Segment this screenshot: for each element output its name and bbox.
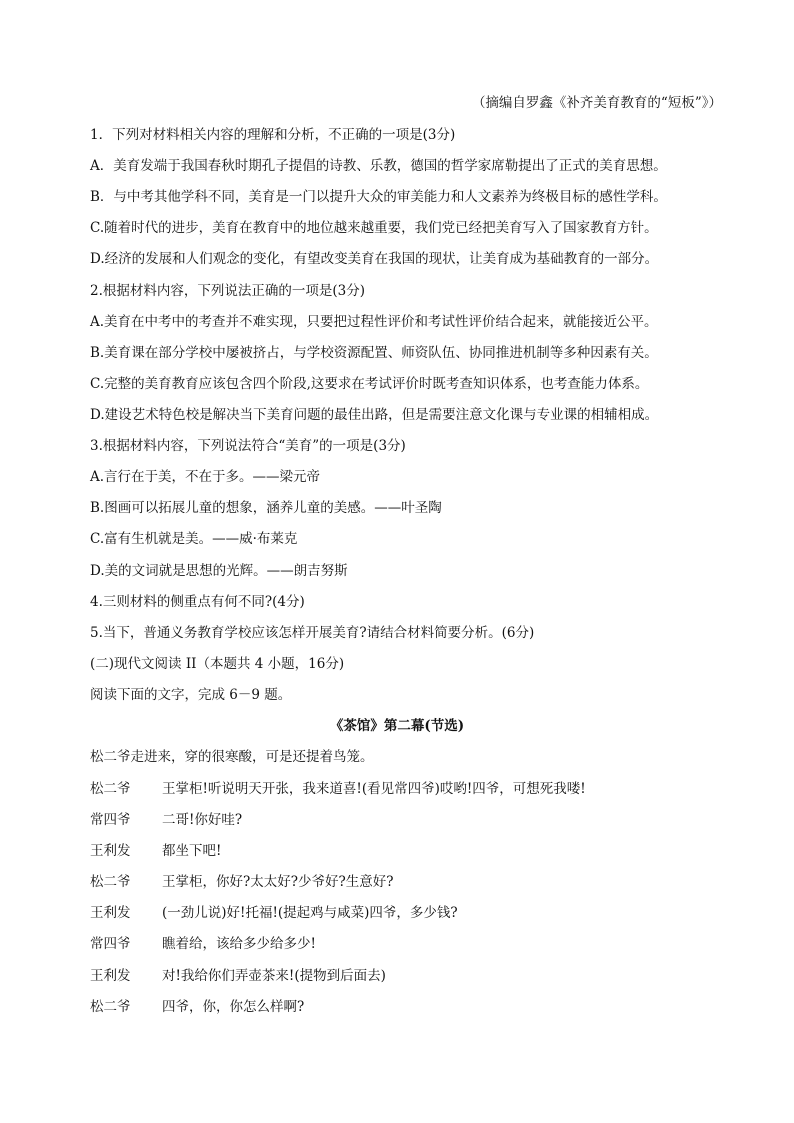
dialogue-speaker: 王利发 <box>90 843 131 859</box>
dialogue-line <box>90 811 734 829</box>
dialogue-speaker: 常四爷 <box>90 936 131 952</box>
question-1-stem: 1．下列对材料相关内容的理解和分析，不正确的一项是(3分) <box>90 127 456 143</box>
dialogue-text: 王掌柜!听说明天开张，我来道喜!(看见常四爷)哎哟!四爷，可想死我喽! <box>162 781 586 797</box>
section-heading: (二)现代文阅读 II（本题共 4 小题，16分) <box>90 656 345 672</box>
reading-instruction: 阅读下面的文字，完成 6－9 题。 <box>90 687 292 703</box>
dialogue-speaker: 常四爷 <box>90 812 131 828</box>
question-4: 4.三则材料的侧重点有何不同?(4分) <box>90 594 305 610</box>
question-2-option-d: D.建设艺术特色校是解决当下美育问题的最佳出路，但是需要注意文化课与专业课的相辅相成。 <box>90 407 659 423</box>
dialogue-text: 四爷，你，你怎么样啊? <box>162 999 305 1015</box>
dialogue-speaker: 松二爷 <box>90 781 131 797</box>
dialogue-text: 二哥!你好哇? <box>162 812 243 828</box>
question-1-option-d: D.经济的发展和人们观念的变化，有望改变美育在我国的现状，让美育成为基础教育的一部分。 <box>90 251 659 267</box>
dialogue-speaker: 松二爷 <box>90 874 131 890</box>
question-1-option-a: A．美育发端于我国春秋时期孔子提倡的诗教、乐教，德国的哲学家席勒提出了正式的美育思想。 <box>90 158 667 174</box>
stage-direction: 松二爷走进来，穿的很寒酸，可是还提着鸟笼。 <box>90 749 374 765</box>
dialogue-speaker: 王利发 <box>90 905 131 921</box>
dialogue-text: 都坐下吧! <box>162 843 222 859</box>
question-3-option-b: B.图画可以拓展儿童的想象，涵养儿童的美感。——叶圣陶 <box>90 500 442 516</box>
question-2-option-c: C.完整的美育教育应该包含四个阶段,这要求在考试评价时既考查知识体系，也考查能力体系。 <box>90 376 649 392</box>
source-note: （摘编自罗鑫《补齐美育教育的“短板”》） <box>471 95 722 111</box>
question-2-stem: 2.根据材料内容，下列说法正确的一项是(3分) <box>90 283 366 299</box>
dialogue-text: (一劲儿说)好!托福!(提起鸡与咸菜)四爷，多少钱? <box>162 905 458 921</box>
question-5: 5.当下，普通义务教育学校应该怎样开展美育?请结合材料简要分析。(6分) <box>90 625 535 641</box>
question-2-option-b: B.美育课在部分学校中屡被挤占，与学校资源配置、师资队伍、协同推进机制等多种因素有关。 <box>90 345 658 361</box>
dialogue-text: 对!我给你们弄壶茶来!(提物到后面去) <box>162 968 386 984</box>
question-3-option-c: C.富有生机就是美。——威·布莱克 <box>90 531 298 547</box>
dialogue-text: 瞧着给，该给多少给多少! <box>162 936 316 952</box>
dialogue-line <box>90 780 734 798</box>
question-1-option-b: B．与中考其他学科不同，美育是一门以提升大众的审美能力和人文素养为终极目标的感性学科。 <box>90 189 667 205</box>
question-3-stem: 3.根据材料内容，下列说法符合“美育”的一项是(3分) <box>90 438 406 454</box>
question-3-option-a: A.言行在于美，不在于多。——梁元帝 <box>90 469 321 485</box>
dialogue-speaker: 松二爷 <box>90 999 131 1015</box>
dialogue-line <box>90 998 734 1016</box>
dialogue-line <box>90 967 734 985</box>
question-2-option-a: A.美育在中考中的考查并不难实现，只要把过程性评价和考试性评价结合起来，就能接近公平。 <box>90 314 658 330</box>
dialogue-line <box>90 873 734 891</box>
question-3-option-d: D.美的文词就是思想的光辉。——朗吉努斯 <box>90 563 348 579</box>
dialogue-line <box>90 842 734 860</box>
dialogue-line <box>90 935 734 953</box>
dialogue-text: 王掌柜，你好?太太好?少爷好?生意好? <box>162 874 394 890</box>
play-title: 《茶馆》第二幕(节选) <box>329 718 465 734</box>
dialogue-line <box>90 904 734 922</box>
dialogue-speaker: 王利发 <box>90 968 131 984</box>
question-1-option-c: C.随着时代的进步，美育在教育中的地位越来越重要，我们党已经把美育写入了国家教育方针。 <box>90 220 658 236</box>
